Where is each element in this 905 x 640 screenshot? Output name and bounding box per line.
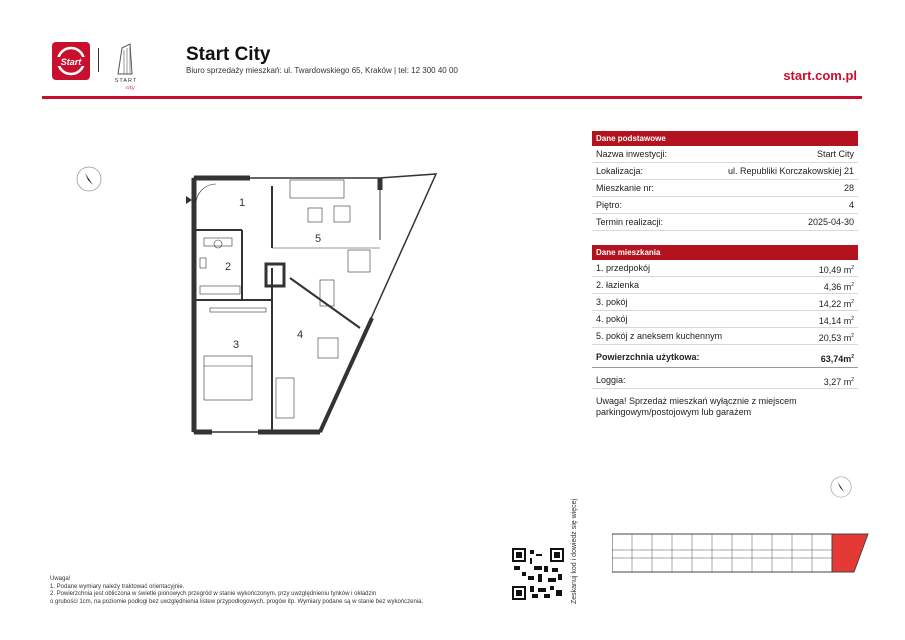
parking-notice: Uwaga! Sprzedaż mieszkań wyłącznie z miejscem parkingowym/postojowym lub garażem <box>596 396 797 417</box>
table-row: 3. pokój 14,22 $m^2$ <box>592 294 858 311</box>
total-area-row: Powierzchnia użytkowa: $63,74m^2$ <box>592 349 858 368</box>
room-label-2: 2 <box>224 261 232 273</box>
table-row: Nazwa inwestycji: Start City <box>592 146 858 163</box>
table-row: Termin realizacji: 2025-04-30 <box>592 214 858 231</box>
table-row: Piętro: 4 <box>592 197 858 214</box>
city-logo-script: city <box>125 85 135 91</box>
qr-code[interactable] <box>512 548 564 600</box>
table-row: Lokalizacja: ul. Republiki Korczakowskiej 21 <box>592 163 858 180</box>
start-city-logo <box>108 40 144 92</box>
table-row: Mieszkanie nr: 28 <box>592 180 858 197</box>
page-title: Start City <box>186 44 271 65</box>
entrance-arrow-icon <box>186 196 192 204</box>
svg-text:Zeskanuj kod i dowiedz się wię: Zeskanuj kod i dowiedz się więcej <box>571 498 578 604</box>
website-link[interactable]: start.com.pl <box>783 68 857 83</box>
loggia-row: Loggia: 3,27 $m^2$ <box>592 372 858 389</box>
footer-line: 2. Powierzchnia jest obliczona w świetle pionowych przegród w stanie wykończonym, przy uwzględnieniu tynków i okładzin <box>50 591 377 597</box>
basic-data-table <box>592 131 858 231</box>
room-label-4: 4 <box>296 329 304 341</box>
apartment-data-table <box>592 245 858 389</box>
floor-plan <box>180 168 450 440</box>
table-row: 2. łazienka 4,36 $m^2$ <box>592 277 858 294</box>
city-logo-text: START <box>114 78 138 84</box>
room-label-5: 5 <box>314 233 322 245</box>
start-logo <box>52 42 90 80</box>
footer-line: 1. Podane wymiary należy traktować orientacyjnie. <box>50 583 185 590</box>
compass-icon <box>830 476 852 498</box>
table-row: 1. przedpokój 10,49 $m^2$ <box>592 260 858 277</box>
logo-separator <box>98 48 99 72</box>
room-label-1: 1 <box>238 197 246 209</box>
header-divider <box>42 96 862 99</box>
room-label-3: 3 <box>232 339 240 351</box>
start-logo-text: Start <box>60 57 82 67</box>
table-row: 4. pokój 14,14 $m^2$ <box>592 311 858 328</box>
table-row: 5. pokój z aneksem kuchennym 20,53 $m^2$ <box>592 328 858 345</box>
footer-notes <box>50 576 510 606</box>
compass-icon <box>76 166 102 192</box>
footer-line: o grubości 1cm, na poziomie podłogi bez uwzględnienia listew przypodłogowych, progów itp. Wymiary podane są w stanie bez wykończenia. <box>50 598 424 605</box>
qr-caption <box>566 476 580 606</box>
basic-data-heading: Dane podstawowe <box>592 131 858 146</box>
sales-office-info: Biuro sprzedaży mieszkań: ul. Twardowskiego 65, Kraków | tel: 12 300 40 00 <box>186 66 458 75</box>
footer-line: Uwaga! <box>50 576 71 582</box>
apartment-data-heading: Dane mieszkania <box>592 245 858 260</box>
building-location-plan <box>612 530 870 576</box>
